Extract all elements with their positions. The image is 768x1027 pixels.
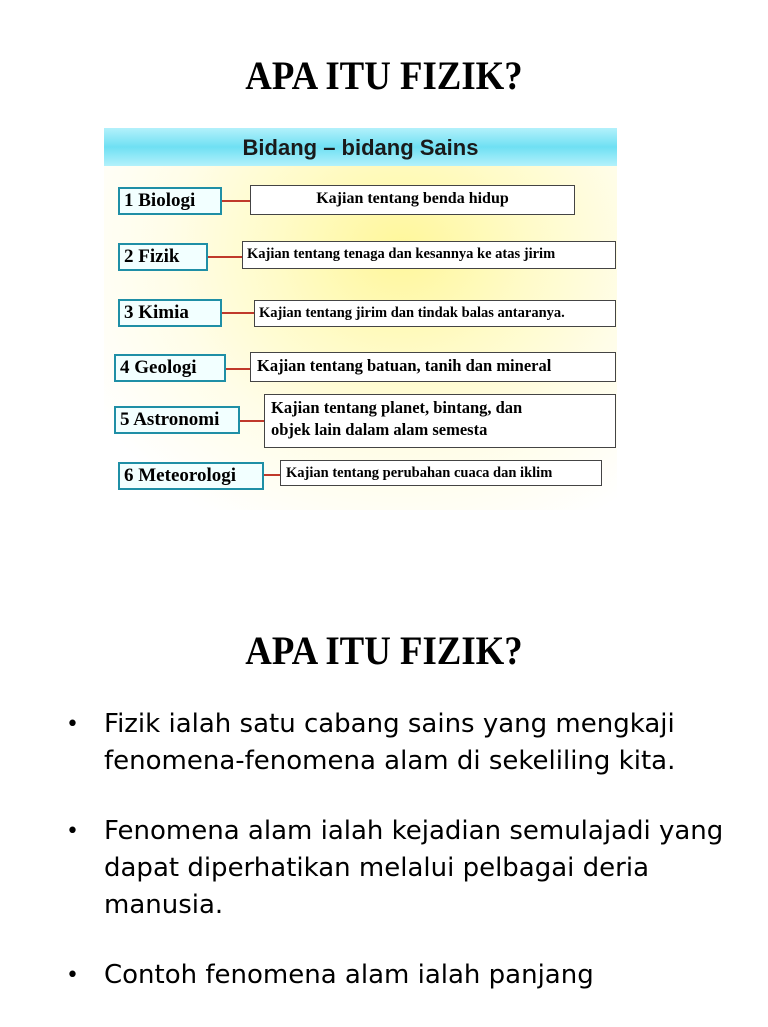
description-box-kimia: Kajian tentang jirim dan tindak balas antaranya. (254, 300, 616, 327)
bullet-text: Contoh fenomena alam ialah panjang (104, 960, 594, 990)
description-box-fizik: Kajian tentang tenaga dan kesannya ke atas jirim (242, 241, 616, 269)
bullet-text: Fizik ialah satu cabang sains yang mengkaji fenomena-fenomena alam di sekeliling kita. (104, 709, 676, 776)
page-title: APA ITU FIZIK? (245, 53, 523, 98)
bullet-item (0, 813, 768, 924)
bullet-list (0, 706, 768, 1027)
bullet-text: Fenomena alam ialah kejadian semulajadi yang dapat diperhatikan melalui pelbagai deria manusia. (104, 816, 724, 920)
section-title: APA ITU FIZIK? (245, 628, 523, 673)
connector-line (222, 200, 250, 202)
connector-line (264, 474, 280, 476)
science-fields-diagram (104, 128, 617, 510)
description-box-geologi: Kajian tentang batuan, tanih dan mineral (250, 352, 616, 382)
connector-line (226, 368, 250, 370)
field-box-geologi: 4 Geologi (114, 354, 226, 382)
description-line: Kajian tentang planet, bintang, dan (271, 398, 523, 417)
bullet-icon: • (66, 963, 79, 988)
connector-line (240, 420, 264, 422)
bullet-icon: • (66, 819, 79, 844)
bullet-item (0, 957, 768, 994)
field-box-astronomi: 5 Astronomi (114, 406, 240, 434)
bullet-icon: • (66, 712, 79, 737)
field-box-fizik: 2 Fizik (118, 243, 208, 271)
diagram-header: Bidang – bidang Sains (104, 128, 617, 166)
description-line: objek lain dalam alam semesta (271, 420, 488, 439)
connector-line (208, 256, 242, 258)
field-box-meteorologi: 6 Meteorologi (118, 462, 264, 490)
connector-line (222, 312, 254, 314)
field-box-kimia: 3 Kimia (118, 299, 222, 327)
field-box-biologi: 1 Biologi (118, 187, 222, 215)
description-box-meteorologi: Kajian tentang perubahan cuaca dan iklim (280, 460, 602, 486)
description-box-astronomi (264, 394, 616, 448)
bullet-item (0, 706, 768, 780)
description-box-biologi: Kajian tentang benda hidup (250, 185, 575, 215)
